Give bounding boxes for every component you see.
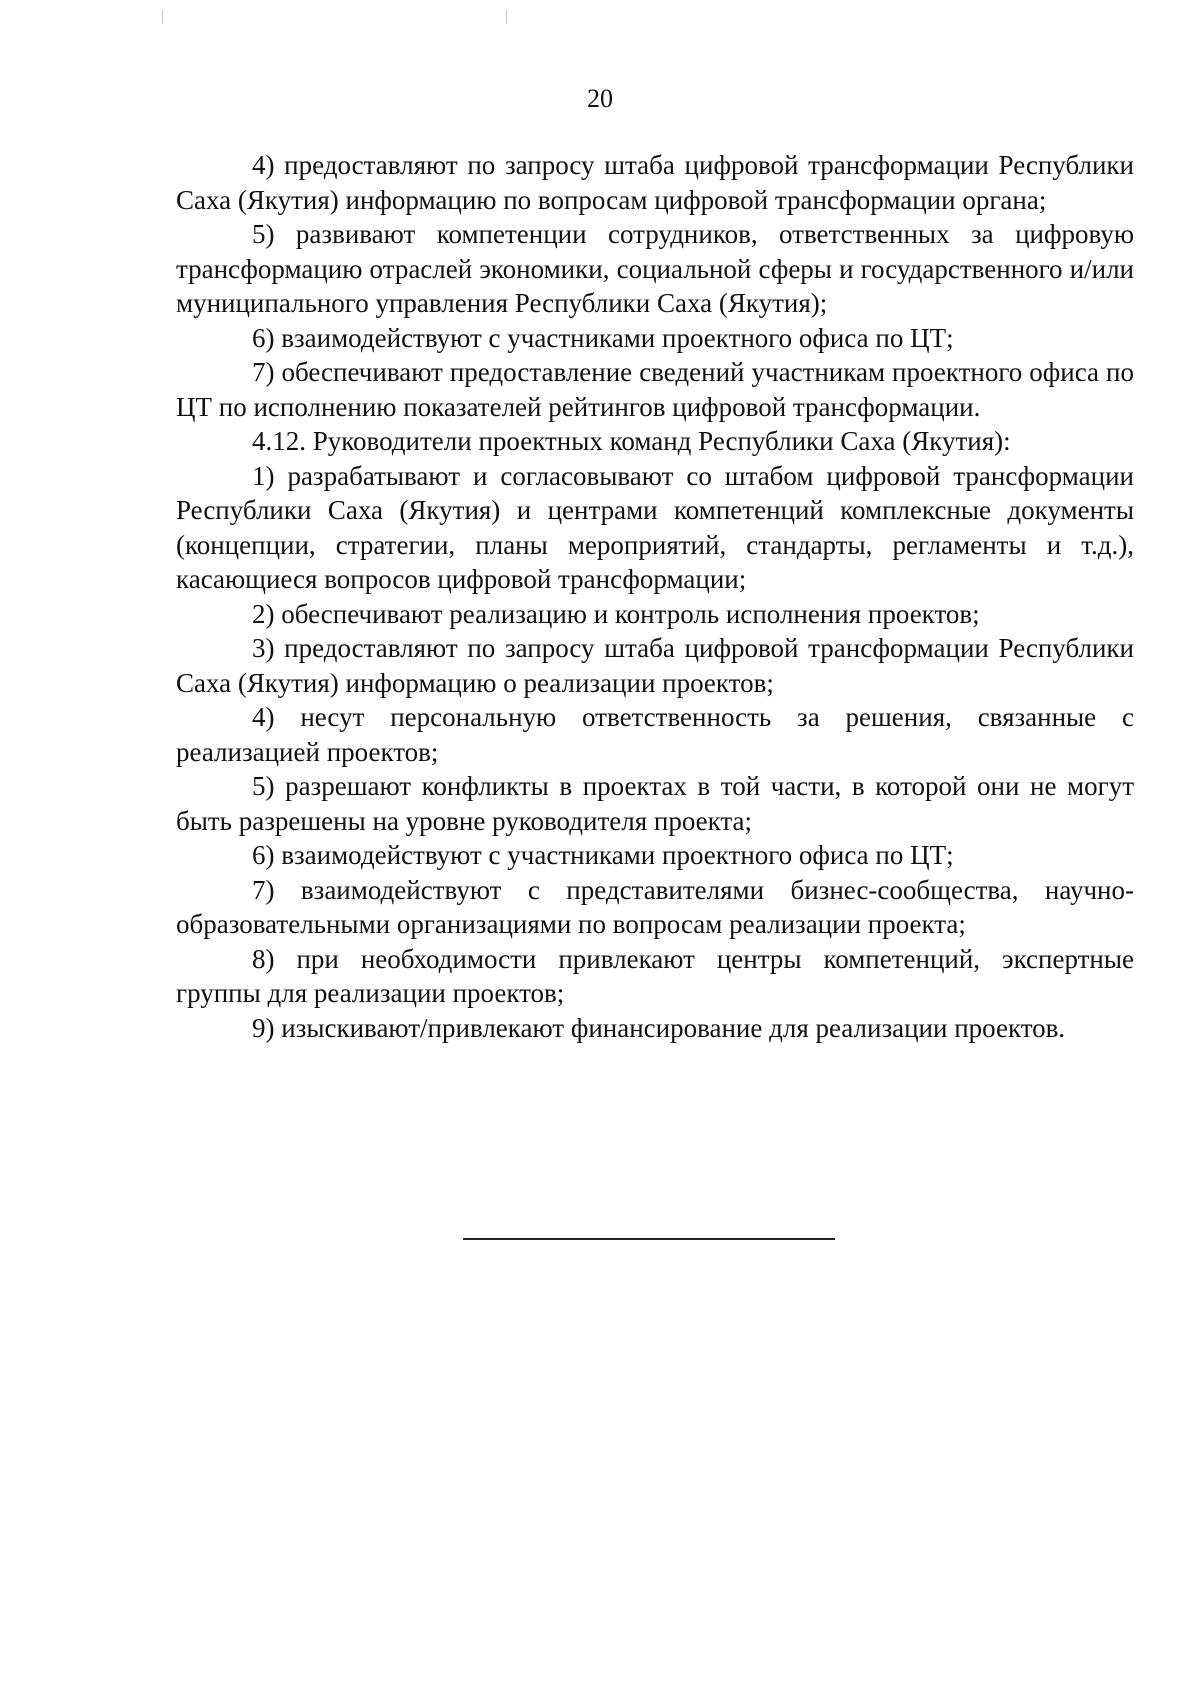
paragraph: 5) развивают компетенции сотрудников, ответственных за цифровую трансформацию отраслей экономики, социальной сферы и государственного и/или муниципального управления Республики Саха (Якутия); [176,219,1134,318]
scan-artifact-mark [506,10,507,24]
paragraph: 8) при необходимости привлекают центры компетенций, экспертные группы для реализации проектов; [176,943,1134,1008]
paragraph: 7) обеспечивают предоставление сведений участникам проектного офиса по ЦТ по исполнению показателей рейтингов цифровой трансформации. [176,357,1134,422]
section-heading: 4.12. Руководители проектных команд Республики Саха (Якутия): [252,426,1011,456]
paragraph: 6) взаимодействуют с участниками проектного офиса по ЦТ; [252,322,954,353]
paragraph: 4) предоставляют по запросу штаба цифровой трансформации Республики Саха (Якутия) информацию по вопросам цифровой трансформации органа; [176,150,1134,215]
paragraph: 5) разрешают конфликты в проектах в той части, в которой они не могут быть разрешены на уровне руководителя проекта; [176,771,1134,836]
paragraph: 3) предоставляют по запросу штаба цифровой трансформации Республики Саха (Якутия) информацию о реализации проектов; [176,633,1134,698]
document-body [176,148,1134,1045]
paragraph: 4) несут персональную ответственность за решения, связанные с реализацией проектов; [176,702,1134,767]
paragraph: 7) взаимодействуют с представителями бизнес-сообщества, научно-образовательными организациями по вопросам реализации проекта; [176,874,1134,939]
scan-artifact-mark [162,10,163,24]
paragraph: 2) обеспечивают реализацию и контроль исполнения проектов; [252,598,980,629]
end-divider-line [463,1238,835,1240]
paragraph: 9) изыскивают/привлекают финансирование для реализации проектов. [252,1012,1066,1043]
paragraph: 1) разрабатывают и согласовывают со штабом цифровой трансформации Республики Саха (Якутия) и центрами компетенций комплексные документы (концепции, стратегии, планы мероприятий, стандарты, регламенты и т.д.), касающиеся вопросов цифровой трансформации; [176,460,1134,594]
page-number: 20 [587,84,613,113]
paragraph: 6) взаимодействуют с участниками проектного офиса по ЦТ; [252,840,954,870]
